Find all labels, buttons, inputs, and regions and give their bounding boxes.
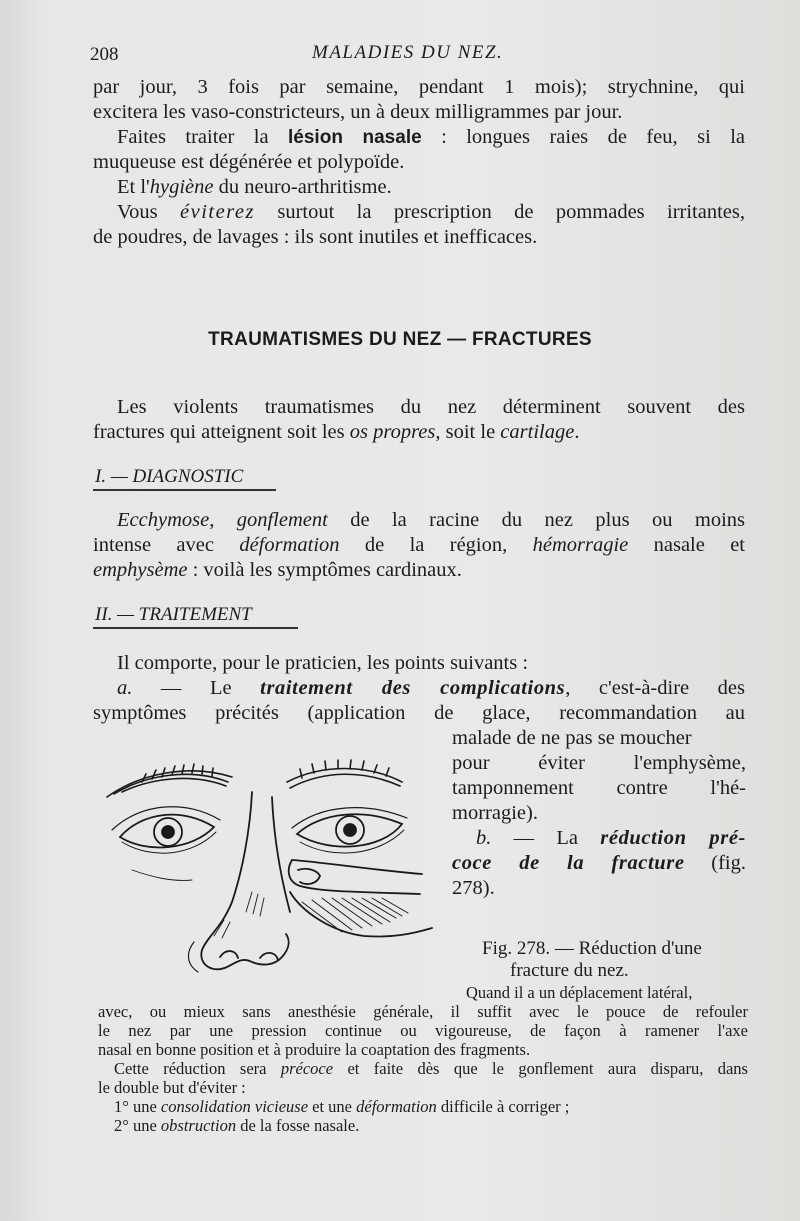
text-run: , <box>209 509 237 531</box>
text-run: 1° une <box>114 1097 161 1116</box>
text-run: Vous <box>117 201 181 223</box>
italic-term: os propres <box>349 421 436 443</box>
diag-line <box>93 558 745 583</box>
note-line: avec, ou mieux sans anesthésie générale, il suffit avec le pouce de refouler <box>98 1002 748 1021</box>
left-eye <box>112 807 220 853</box>
text-run: surtout la prescription de pommades irritantes, <box>255 201 746 223</box>
section-title: TRAUMATISMES DU NEZ — FRACTURES <box>208 329 592 350</box>
lead-line: Les violents traumatismes du nez déterminent souvent des <box>117 396 745 418</box>
text-run: et une <box>308 1097 357 1116</box>
text-run: : longues raies de feu, si la <box>421 126 745 148</box>
note-line <box>98 1097 748 1116</box>
item-letter: b. <box>476 827 492 849</box>
text-run: de la fosse nasale. <box>236 1116 360 1135</box>
right-line: 278). <box>452 877 495 899</box>
italic-term: Ecchymose <box>117 509 210 531</box>
trait-line <box>93 676 745 701</box>
right-line: malade de ne pas se moucher <box>452 727 692 749</box>
text-run: , c'est-à-dire des <box>565 677 745 699</box>
heading-rule <box>93 489 276 491</box>
italic-term: consolidation vicieuse <box>160 1097 309 1116</box>
bold-term: lésion nasale <box>288 127 422 148</box>
note-line <box>98 1116 748 1135</box>
text-run: de la région, <box>339 534 533 556</box>
note-line: Quand il a un déplacement latéral, <box>466 983 693 1002</box>
right-line <box>452 826 746 851</box>
avoid-line <box>93 200 745 225</box>
traitement-paragraph <box>93 651 745 726</box>
italic-term: éviterez <box>180 201 255 223</box>
text-run: : voilà les symptômes cardinaux. <box>187 559 462 581</box>
intro-paragraph <box>93 75 745 250</box>
right-eyebrow <box>287 760 402 788</box>
italic-term: hygiène <box>149 176 214 198</box>
text-run: du neuro-arthritisme. <box>213 176 392 198</box>
text-run: fractures qui atteignent soit les <box>93 421 350 443</box>
note-line: le double but d'éviter : <box>98 1078 246 1097</box>
hygiene-line <box>93 175 745 200</box>
heading-text: I. — DIAGNOSTIC <box>95 466 244 487</box>
traitement-heading <box>95 604 252 626</box>
text-run: — Le <box>132 677 261 699</box>
italic-term: hémorragie <box>532 534 629 556</box>
section-lead <box>93 395 745 445</box>
text-run: Cette réduction sera <box>114 1059 281 1078</box>
trait-line: symptômes précités (application de glace, recommandation au <box>93 702 745 724</box>
running-title: MALADIES DU NEZ. <box>312 42 504 63</box>
text-run: Faites traiter la <box>117 126 289 148</box>
lesion-line-2: muqueuse est dégénérée et polypoïde. <box>93 151 405 173</box>
caption-line: Fig. 278. — Réduction d'une <box>482 938 702 959</box>
note-line: nasal en bonne position et à produire la coaptation des fragments. <box>98 1040 531 1059</box>
caption-line: fracture du nez. <box>510 960 629 981</box>
text-run: Et l' <box>117 176 150 198</box>
text-run: — La <box>491 827 601 849</box>
text-run: 2° une <box>114 1116 161 1135</box>
intro-line: par jour, 3 fois par semaine, pendant 1 mois); strychnine, qui <box>93 76 745 98</box>
italic-term: emphysème <box>93 559 188 581</box>
right-column-text <box>452 726 746 901</box>
right-line <box>452 851 746 876</box>
italic-term: gonflement <box>236 509 328 531</box>
right-line: tamponnement contre l'hé- <box>452 777 746 799</box>
text-run: difficile à corriger ; <box>436 1097 570 1116</box>
page-header <box>0 40 800 70</box>
bold-italic-term: réduction pré- <box>600 827 746 849</box>
italic-term: précoce <box>280 1059 334 1078</box>
right-line: pour éviter l'emphysème, <box>452 752 746 774</box>
trait-line: Il comporte, pour le praticien, les points suivants : <box>117 652 529 674</box>
text-run: nasale et <box>628 534 745 556</box>
text-run: et faite dès que le gonflement aura disparu, dans <box>333 1059 748 1078</box>
text-run: de la racine du nez plus ou moins <box>327 509 746 531</box>
lesion-line <box>93 125 745 150</box>
lead-line-2 <box>93 420 745 445</box>
right-line: morragie). <box>452 802 538 824</box>
nose-reduction-illustration <box>102 752 442 982</box>
intro-line: excitera les vaso-constricteurs, un à deux milligrammes par jour. <box>93 101 623 123</box>
italic-term: déformation <box>356 1097 437 1116</box>
diag-line <box>93 508 745 533</box>
diagnostic-paragraph <box>93 508 745 583</box>
diagnostic-heading <box>95 466 243 488</box>
diag-line <box>93 533 745 558</box>
text-run: intense avec <box>93 534 240 556</box>
italic-term: déformation <box>239 534 340 556</box>
text-run: , soit le <box>435 421 501 443</box>
italic-term: obstruction <box>160 1116 237 1135</box>
right-eye <box>292 808 407 853</box>
note-line <box>98 1059 748 1078</box>
heading-text: II. — TRAITEMENT <box>95 604 252 625</box>
note-line: le nez par une pression continue ou vigoureuse, de façon à ramener l'axe <box>98 1021 748 1040</box>
figure-caption <box>470 938 745 982</box>
nose-outline <box>188 792 290 972</box>
left-eyebrow <box>107 764 232 797</box>
italic-term: cartilage <box>500 421 575 443</box>
item-letter: a. <box>117 677 133 699</box>
avoid-line-2: de poudres, de lavages : ils sont inutiles et inefficaces. <box>93 226 538 248</box>
bold-italic-term: traitement des complications <box>260 677 566 699</box>
thumb <box>289 860 432 937</box>
text-run: (fig. <box>684 852 746 874</box>
bold-italic-term: coce de la fracture <box>452 852 685 874</box>
notes-block <box>98 983 748 1135</box>
heading-rule <box>93 627 298 629</box>
page-number: 208 <box>90 44 119 65</box>
text-run: . <box>574 421 580 443</box>
